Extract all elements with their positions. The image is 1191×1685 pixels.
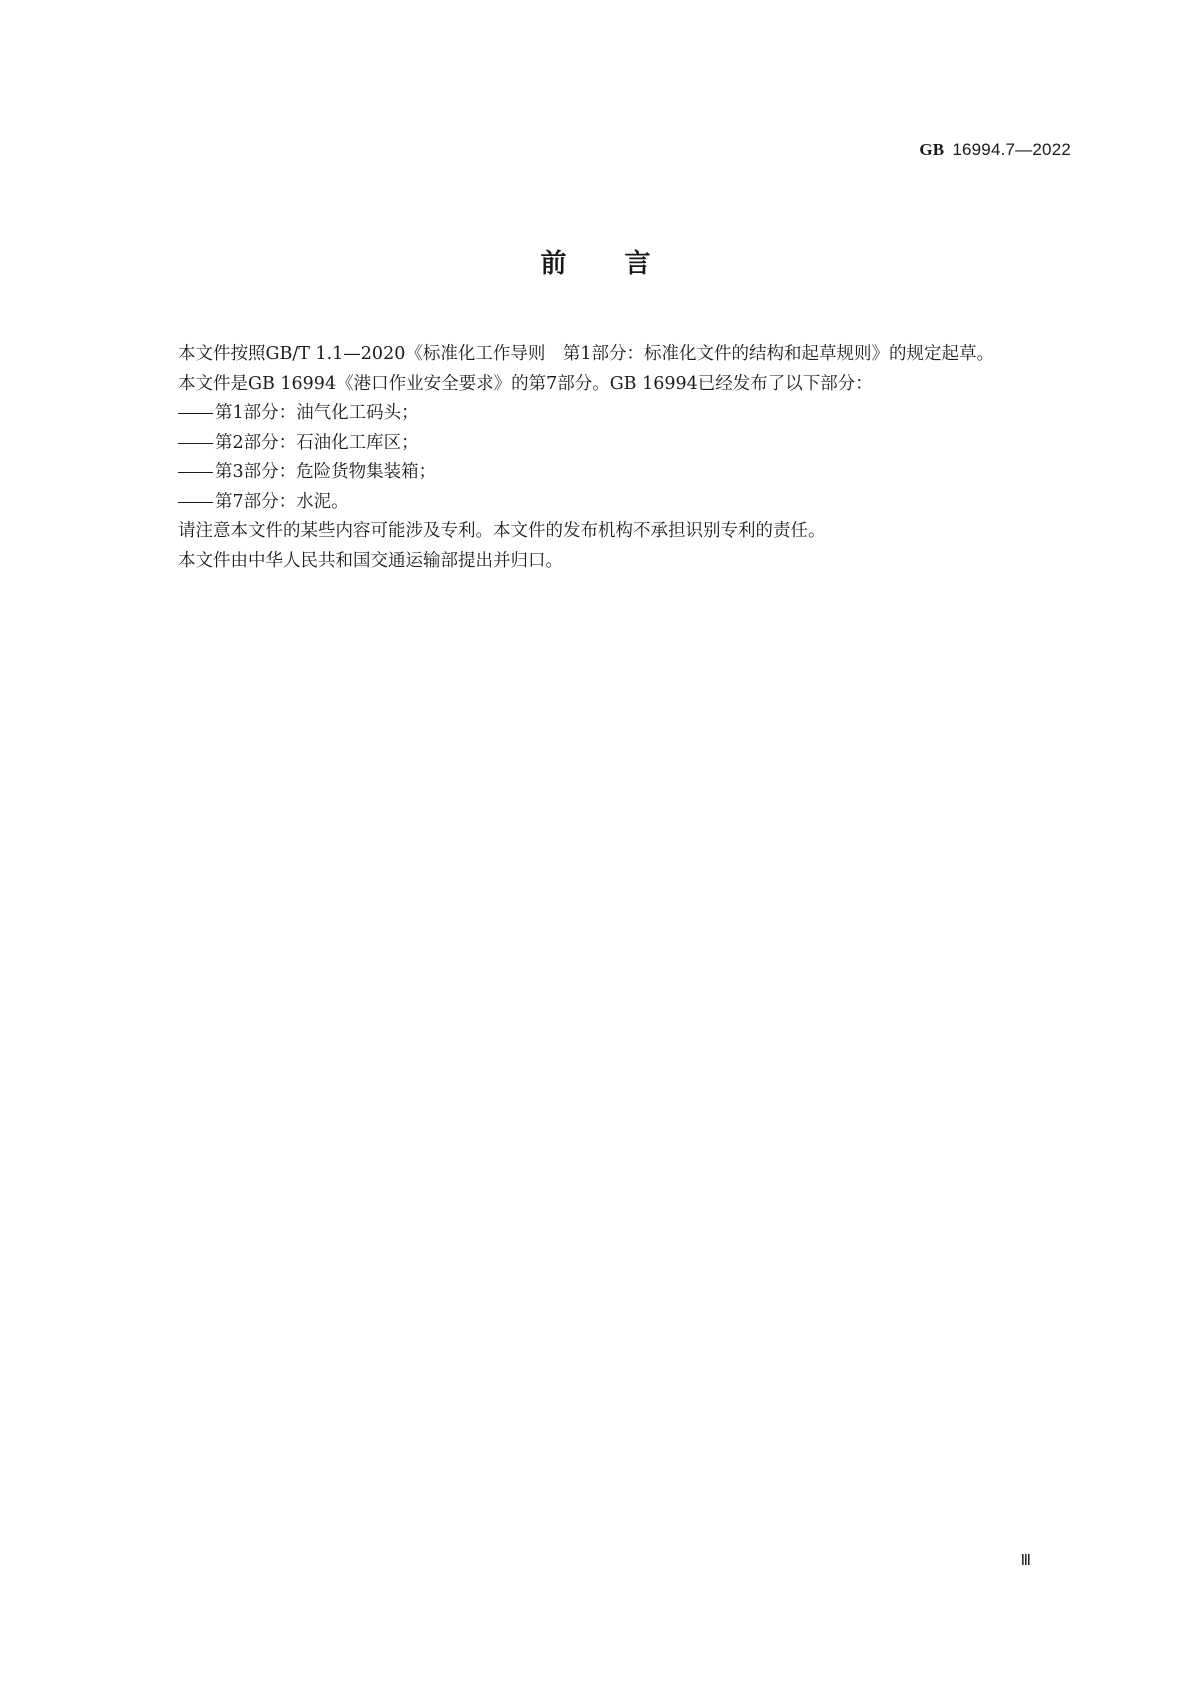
- paragraph-drafting-basis: 本文件按照GB/T 1.1—2020《标准化工作导则 第1部分：标准化文件的结构和起草规则》的规定起草。: [178, 344, 994, 364]
- paragraph-part-intro: 本文件是GB 16994《港口作业安全要求》的第7部分。GB 16994已经发布了以下部分：: [178, 373, 873, 394]
- page-title: 前言: [540, 249, 709, 279]
- foreword-body: [143, 340, 1063, 576]
- list-item: [143, 488, 1063, 518]
- dash-marker: [178, 443, 213, 444]
- list-item: [143, 458, 1063, 488]
- standard-number-header: [919, 140, 1071, 160]
- standard-code: 16994.7—2022: [952, 140, 1071, 159]
- dash-marker: [178, 502, 213, 503]
- list-item-text: 第7部分：水泥。: [215, 491, 349, 512]
- paragraph-proposer: 本文件由中华人民共和国交通运输部提出并归口。: [178, 550, 563, 571]
- dash-marker: [178, 413, 213, 414]
- list-item-text: 第2部分：石油化工库区；: [215, 432, 419, 453]
- list-item-text: 第3部分：危险货物集装箱；: [215, 462, 437, 482]
- page-number: Ⅲ: [1020, 1553, 1031, 1569]
- list-item: [143, 399, 1063, 429]
- dash-marker: [178, 472, 213, 473]
- list-item: [143, 429, 1063, 459]
- paragraph-patent-notice: 请注意本文件的某些内容可能涉及专利。本文件的发布机构不承担识别专利的责任。: [178, 521, 826, 541]
- standard-prefix: GB: [919, 140, 945, 159]
- list-item-text: 第1部分：油气化工码头；: [215, 403, 419, 423]
